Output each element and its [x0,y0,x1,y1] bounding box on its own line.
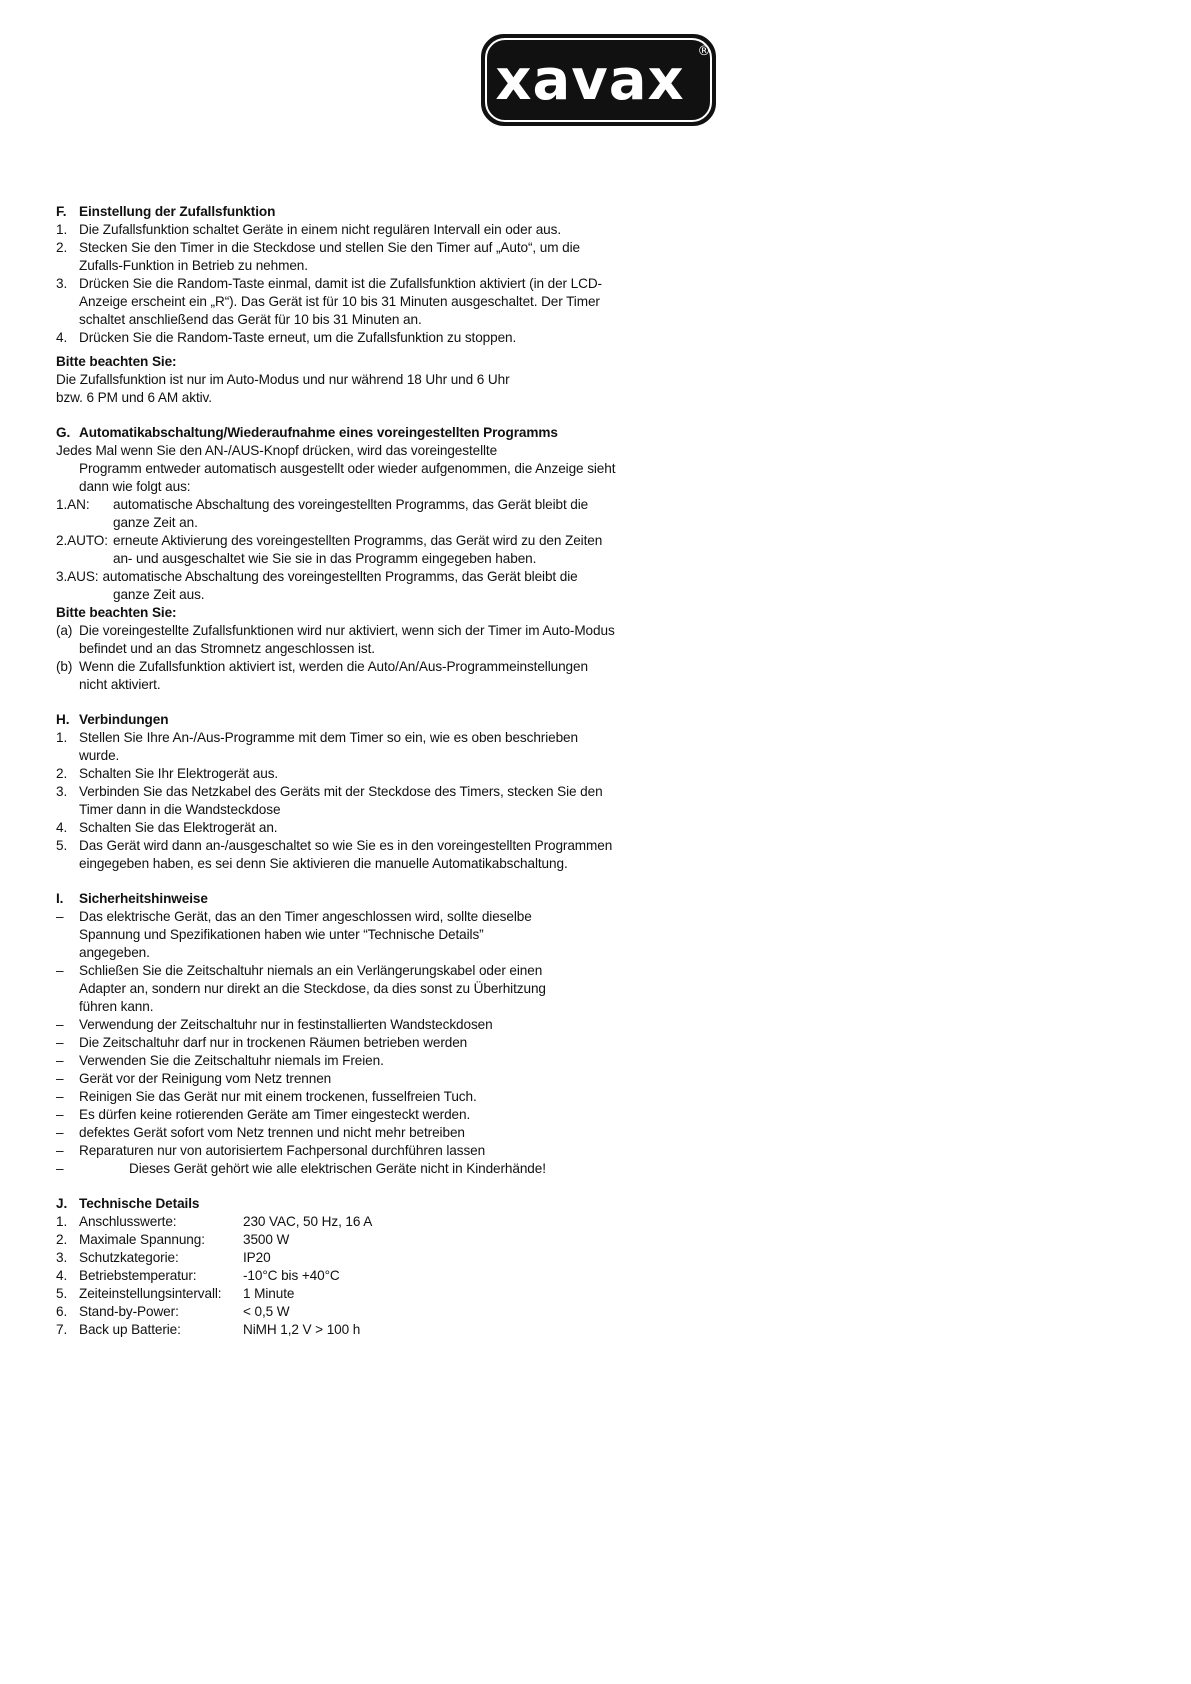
list-item: (a) Die voreingestellte Zufallsfunktionen wird nur aktiviert, wenn sich der Timer im Auto-Modus befindet und an das Stromnetz angeschlossen ist. [56,623,615,656]
section-h-title: H. Verbindungen [56,712,169,727]
list-item: 5. Das Gerät wird dann an-/ausgeschaltet so wie Sie es in den voreingestellten Programmen eingegeben haben, es sei denn Sie aktivieren die manuelle Automatikabschaltung. [56,838,613,871]
list-item: 4. Drücken Sie die Random-Taste erneut, um die Zufallsfunktion zu stoppen. [56,330,517,345]
list-item: – Die Zeitschaltuhr darf nur in trockenen Räumen betrieben werden [56,1035,468,1050]
section-g-intro: Jedes Mal wenn Sie den AN-/AUS-Knopf drücken, wird das voreingestellte [56,443,498,458]
spec-row: 5. Zeiteinstellungsintervall: 1 Minute [56,1286,295,1301]
spec-row: 4. Betriebstemperatur: -10°C bis +40°C [56,1268,340,1283]
spec-row: 1. Anschlusswerte: 230 VAC, 50 Hz, 16 A [56,1214,373,1229]
list-item: 3. Verbinden Sie das Netzkabel des Geräts mit der Steckdose des Timers, stecken Sie den Timer dann in die Wandsteckdose [56,784,603,817]
list-item: – Verwendung der Zeitschaltuhr nur in festinstallierten Wandsteckdosen [56,1017,493,1032]
section-i-title: I. Sicherheitshinweise [56,891,208,906]
note-text: Die Zufallsfunktion ist nur im Auto-Modus und nur während 18 Uhr und 6 Uhr [56,372,510,387]
registered-mark: ® [697,44,711,59]
list-item: – Dieses Gerät gehört wie alle elektrischen Geräte nicht in Kinderhände! [56,1161,546,1176]
list-item: 2. Schalten Sie Ihr Elektrogerät aus. [56,766,279,781]
mode-item: 1.AN: automatische Abschaltung des voreingestellten Programms, das Gerät bleibt die ganze Zeit an. [56,497,589,530]
note-text: bzw. 6 PM und 6 AM aktiv. [56,390,212,405]
list-item: – Reparaturen nur von autorisiertem Fachpersonal durchführen lassen [56,1143,486,1158]
list-item: – Verwenden Sie die Zeitschaltuhr niemals im Freien. [56,1053,384,1068]
mode-item: 3.AUS: automatische Abschaltung des voreingestellten Programms, das Gerät bleibt die [56,569,578,584]
list-item: 3. Drücken Sie die Random-Taste einmal, damit ist die Zufallsfunktion aktiviert (in der LCD-Anzeige erscheint ein „R“). Das Gerät ist für 10 bis 31 Minuten ausgeschaltet. Der Timer schaltet anschließend das Gerät für 10 bis 31 Minuten an. [56,276,602,327]
section-f-title: F. Einstellung der Zufallsfunktion [56,204,276,219]
list-item: – Es dürfen keine rotierenden Geräte am Timer eingesteckt werden. [56,1107,471,1122]
spec-row: 3. Schutzkategorie: IP20 [56,1250,271,1265]
section-g-intro-cont: Programm entweder automatisch ausgestellt oder wieder aufgenommen, die Anzeige sieht dann wie folgt aus: [79,461,616,494]
spec-row: 6. Stand-by-Power: < 0,5 W [56,1304,290,1319]
section-j-title: J. Technische Details [56,1196,200,1211]
document-body [56,203,616,1339]
list-item: 1. Die Zufallsfunktion schaltet Geräte in einem nicht regulären Intervall ein oder aus. [56,222,561,237]
xavax-logo [480,33,717,127]
mode-item-cont: ganze Zeit aus. [113,587,205,602]
logo-wordmark: xavax [495,48,685,113]
list-item: 2. Stecken Sie den Timer in die Steckdose und stellen Sie den Timer auf „Auto“, um die Zufalls-Funktion in Betrieb zu nehmen. [56,240,580,273]
list-item: – Reinigen Sie das Gerät nur mit einem trockenen, fusselfreien Tuch. [56,1089,477,1104]
list-item: – Schließen Sie die Zeitschaltuhr niemals an ein Verlängerungskabel oder einen Adapter an, sondern nur direkt an die Steckdose, da dies sonst zu Überhitzung führen kann. [56,963,546,1014]
list-item: (b) Wenn die Zufallsfunktion aktiviert ist, werden die Auto/An/Aus-Programmeinstellungen nicht aktiviert. [56,659,588,692]
spec-row: 7. Back up Batterie: NiMH 1,2 V > 100 h [56,1322,361,1337]
mode-item: 2.AUTO: erneute Aktivierung des voreingestellten Programms, das Gerät wird zu den Zeiten an- und ausgeschaltet wie Sie sie in das Programm eingegeben haben. [56,533,603,566]
note-title: Bitte beachten Sie: [56,354,177,369]
list-item: – Das elektrische Gerät, das an den Timer angeschlossen wird, sollte dieselbe Spannung und Spezifikationen haben wie unter “Technische Details” angegeben. [56,909,532,960]
list-item: 1. Stellen Sie Ihre An-/Aus-Programme mit dem Timer so ein, wie es oben beschrieben wurde. [56,730,578,763]
list-item: 4. Schalten Sie das Elektrogerät an. [56,820,278,835]
spec-row: 2. Maximale Spannung: 3500 W [56,1232,290,1247]
section-g-title: G. Automatikabschaltung/Wiederaufnahme eines voreingestellten Programms [56,425,558,440]
list-item: – Gerät vor der Reinigung vom Netz trennen [56,1071,332,1086]
note-title: Bitte beachten Sie: [56,605,177,620]
list-item: – defektes Gerät sofort vom Netz trennen und nicht mehr betreiben [56,1125,465,1140]
